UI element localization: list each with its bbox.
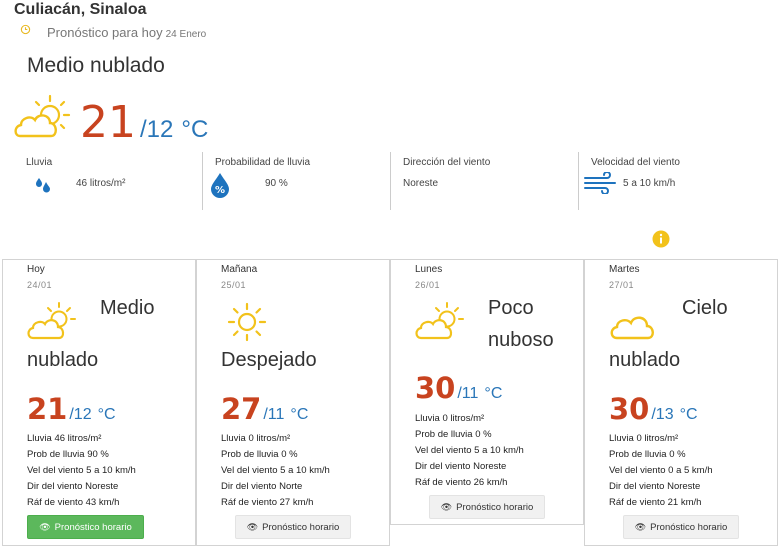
card-day: Martes bbox=[609, 264, 640, 275]
card-day: Lunes bbox=[415, 264, 443, 275]
wind-icon bbox=[583, 172, 619, 194]
card-wind: Vel del viento 5 a 10 km/h bbox=[415, 445, 524, 456]
card-prob: Prob de lluvia 0 % bbox=[415, 429, 492, 440]
card-temp-min: /11 bbox=[263, 406, 285, 423]
card-temperature bbox=[221, 392, 308, 426]
card-date: 27/01 bbox=[609, 280, 635, 290]
partly-cloudy-icon bbox=[12, 94, 72, 142]
card-details bbox=[609, 431, 713, 511]
card-temp-unit: °C bbox=[97, 406, 116, 423]
card-prob: Prob de lluvia 90 % bbox=[27, 449, 109, 460]
info-icon[interactable] bbox=[652, 230, 670, 248]
card-condition-line2: nublado bbox=[27, 349, 99, 371]
eye-slash-icon: 👁 bbox=[440, 501, 453, 512]
card-rain: Lluvia 0 litros/m² bbox=[609, 433, 679, 444]
card-date: 24/01 bbox=[27, 280, 53, 290]
stat-value: 46 litros/m² bbox=[76, 178, 126, 189]
forecast-card-tomorrow bbox=[196, 259, 390, 546]
card-temp-min: /12 bbox=[69, 406, 92, 423]
forecast-subtitle bbox=[20, 25, 206, 40]
card-gust: Ráf de viento 21 km/h bbox=[609, 497, 702, 508]
card-prob: Prob de lluvia 0 % bbox=[609, 449, 686, 460]
button-label: Pronóstico horario bbox=[54, 521, 132, 533]
stat-wind-speed bbox=[578, 152, 766, 210]
forecast-card-monday bbox=[390, 259, 584, 525]
stat-rain-probability bbox=[202, 152, 390, 210]
forecast-date: 24 Enero bbox=[165, 28, 207, 40]
card-condition-line2: nuboso bbox=[488, 329, 554, 351]
card-temp-unit: °C bbox=[679, 406, 698, 423]
card-temperature bbox=[27, 392, 116, 426]
partly-cloudy-icon bbox=[413, 302, 465, 342]
hourly-forecast-button[interactable] bbox=[235, 515, 351, 539]
card-temp-min: /13 bbox=[651, 406, 674, 423]
rain-probability-icon bbox=[209, 172, 231, 198]
card-temp-max: 27 bbox=[221, 392, 262, 426]
sun-icon bbox=[219, 302, 271, 342]
clock-icon bbox=[20, 24, 31, 35]
stat-value: 5 a 10 km/h bbox=[623, 178, 676, 189]
card-day: Hoy bbox=[27, 264, 45, 275]
card-rain: Lluvia 0 litros/m² bbox=[415, 413, 485, 424]
cloud-icon bbox=[607, 302, 659, 342]
card-details bbox=[415, 411, 524, 491]
card-condition-line2: Despejado bbox=[221, 349, 317, 371]
card-date: 25/01 bbox=[221, 280, 247, 290]
card-gust: Ráf de viento 26 km/h bbox=[415, 477, 508, 488]
card-temp-unit: °C bbox=[484, 385, 503, 402]
hourly-forecast-button[interactable] bbox=[429, 495, 545, 519]
button-label: Pronóstico horario bbox=[456, 501, 534, 513]
card-condition-line1: Poco bbox=[488, 297, 534, 319]
card-details bbox=[221, 431, 330, 511]
stat-label: Velocidad del viento bbox=[591, 157, 680, 168]
forecast-card-today bbox=[2, 259, 196, 546]
stat-label: Probabilidad de lluvia bbox=[215, 157, 311, 168]
button-label: Pronóstico horario bbox=[650, 521, 728, 533]
card-rain: Lluvia 0 litros/m² bbox=[221, 433, 291, 444]
card-rain: Lluvia 46 litros/m² bbox=[27, 433, 102, 444]
card-temperature bbox=[609, 392, 698, 426]
card-dir: Dir del viento Noreste bbox=[27, 481, 119, 492]
forecast-card-tuesday bbox=[584, 259, 778, 546]
card-condition-line1: Medio bbox=[100, 297, 155, 319]
card-wind: Vel del viento 0 a 5 km/h bbox=[609, 465, 713, 476]
forecast-label: Pronóstico para hoy bbox=[47, 25, 163, 40]
stat-label: Lluvia bbox=[26, 157, 53, 168]
partly-cloudy-icon bbox=[25, 302, 77, 342]
card-day: Mañana bbox=[221, 264, 258, 275]
card-gust: Ráf de viento 27 km/h bbox=[221, 497, 314, 508]
card-temp-max: 30 bbox=[415, 371, 456, 405]
card-gust: Ráf de viento 43 km/h bbox=[27, 497, 120, 508]
card-temp-unit: °C bbox=[290, 406, 309, 423]
svg-text:%: % bbox=[214, 185, 226, 196]
card-dir: Dir del viento Noreste bbox=[609, 481, 701, 492]
city-title: Culiacán, Sinaloa bbox=[14, 1, 147, 18]
card-temp-min: /11 bbox=[457, 385, 479, 402]
temp-unit: °C bbox=[181, 116, 209, 143]
eye-icon: 👁 bbox=[39, 521, 51, 532]
stat-value: Noreste bbox=[403, 178, 439, 189]
current-temperature bbox=[80, 97, 208, 148]
eye-slash-icon: 👁 bbox=[246, 521, 259, 532]
card-prob: Prob de lluvia 0 % bbox=[221, 449, 298, 460]
stat-rain bbox=[14, 152, 202, 210]
temp-max: 21 bbox=[80, 97, 136, 148]
rain-drops-icon bbox=[34, 172, 52, 196]
stat-wind-direction bbox=[390, 152, 578, 210]
hourly-forecast-button[interactable] bbox=[27, 515, 144, 539]
temp-min: /12 bbox=[140, 116, 174, 143]
card-wind: Vel del viento 5 a 10 km/h bbox=[27, 465, 136, 476]
card-date: 26/01 bbox=[415, 280, 441, 290]
card-details bbox=[27, 431, 136, 511]
card-condition-line2: nublado bbox=[609, 349, 681, 371]
stat-label: Dirección del viento bbox=[403, 157, 491, 168]
card-condition-line1: Cielo bbox=[682, 297, 728, 319]
eye-slash-icon: 👁 bbox=[634, 521, 647, 532]
card-wind: Vel del viento 5 a 10 km/h bbox=[221, 465, 330, 476]
button-label: Pronóstico horario bbox=[262, 521, 340, 533]
stats-row bbox=[14, 152, 778, 212]
card-temp-max: 21 bbox=[27, 392, 68, 426]
card-dir: Dir del viento Norte bbox=[221, 481, 303, 492]
card-temperature bbox=[415, 371, 502, 405]
hourly-forecast-button[interactable] bbox=[623, 515, 739, 539]
current-condition: Medio nublado bbox=[27, 54, 165, 77]
card-dir: Dir del viento Noreste bbox=[415, 461, 507, 472]
stat-value: 90 % bbox=[265, 178, 288, 189]
card-temp-max: 30 bbox=[609, 392, 650, 426]
